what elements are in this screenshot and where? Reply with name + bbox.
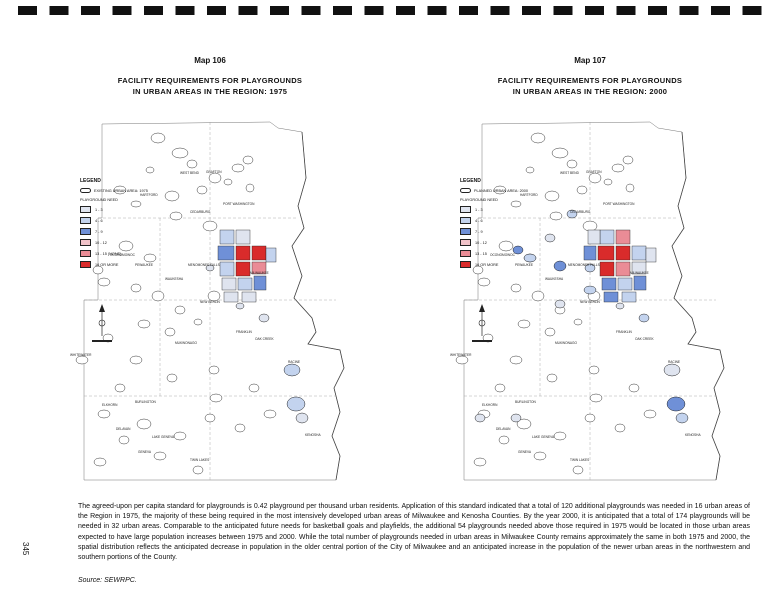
urban-area xyxy=(629,384,639,392)
urban-area-need xyxy=(598,246,614,260)
urban-area xyxy=(545,328,555,336)
urban-area xyxy=(589,173,601,183)
lake-michigan-shoreline xyxy=(292,132,344,480)
urban-area xyxy=(232,164,244,172)
film-perforation xyxy=(239,6,258,15)
urban-area xyxy=(249,384,259,392)
place-label: WAUKESHA xyxy=(165,277,184,281)
place-label: WHITEWATER xyxy=(450,353,472,357)
legend-item xyxy=(460,261,552,268)
urban-area-need xyxy=(475,414,485,422)
film-perforation xyxy=(176,6,195,15)
place-label: BURLINGTON xyxy=(515,400,536,404)
urban-area-need xyxy=(646,248,656,262)
urban-area-need xyxy=(600,230,614,244)
place-label: ELKHORN xyxy=(102,403,118,407)
film-perforation xyxy=(459,6,478,15)
page-number: 345 xyxy=(21,542,30,556)
urban-area xyxy=(130,356,142,364)
urban-area-need xyxy=(284,364,300,376)
legend-item xyxy=(460,206,552,213)
urban-area xyxy=(137,419,151,429)
place-label: HARTFORD xyxy=(140,193,158,197)
urban-area xyxy=(175,306,185,314)
scale-bar xyxy=(92,340,112,342)
urban-area xyxy=(98,278,110,286)
legend-item xyxy=(80,261,172,268)
legend-label: 1 - 3 xyxy=(475,207,483,212)
legend-swatch xyxy=(80,261,91,268)
film-perforation xyxy=(491,6,510,15)
urban-area xyxy=(499,436,509,444)
place-label: GENEVA xyxy=(518,450,532,454)
urban-area-need xyxy=(634,276,646,290)
place-label: PEWAUKEE xyxy=(135,263,153,267)
urban-area xyxy=(94,458,106,466)
urban-area xyxy=(567,160,577,168)
urban-area xyxy=(264,410,276,418)
legend-swatch xyxy=(80,239,91,246)
place-label: LAKE GENEVA xyxy=(152,435,175,439)
urban-area xyxy=(495,384,505,392)
legend-item xyxy=(80,250,172,257)
place-label: GENEVA xyxy=(138,450,152,454)
urban-area xyxy=(172,148,188,158)
urban-area xyxy=(98,410,110,418)
legend-items xyxy=(80,206,172,268)
place-label: WEST BEND xyxy=(180,171,199,175)
urban-area xyxy=(131,284,141,292)
legend-label: 10 - 12 xyxy=(95,240,107,245)
urban-area xyxy=(209,173,221,183)
map-title-line2: IN URBAN AREAS IN THE REGION: 1975 xyxy=(132,87,288,96)
urban-area-need xyxy=(236,230,250,244)
map-legend xyxy=(80,178,172,268)
urban-area-need xyxy=(632,246,646,260)
map-panel-1975 xyxy=(40,50,380,500)
legend-title: LEGEND xyxy=(80,178,101,184)
place-label: BURLINGTON xyxy=(135,400,156,404)
region-map xyxy=(40,118,380,498)
urban-area-need xyxy=(254,276,266,290)
legend-area-row xyxy=(80,188,172,193)
legend-label: 13 - 15 (NONE) xyxy=(95,251,122,256)
place-label: KENOSHA xyxy=(305,433,321,437)
caption-paragraph: The agreed-upon per capita standard for playgrounds is 0.42 playground per thousand urban residents. Application of this standard indicated that a total of 120 additional playgrounds was needed in 16 urban areas of the Region in 1975, the majority of these being required in the most intensively developed urban areas of Milwaukee and Kenosha Counties. By the year 2000, it is anticipated that a total of 174 playgrounds will be needed in 32 urban areas. Comparable to the anticipated future needs for basketball goals and playfields, the additional 54 playgrounds needed above those required in 1975 would be located in those urban areas expected to have large population increases between 1975 and 2000. While the total number of playgrounds needed in urban areas in Milwaukee County remains approximately the same in both 1975 and 2000, the spatial distribution reflects the anticipated decrease in population in the older central portion of the City of Milwaukee and an anticipated increase in the population of the newer urban areas in the northwestern and southern portions of the County. xyxy=(78,503,750,562)
place-label: FRANKLIN xyxy=(236,330,252,334)
urban-area-need xyxy=(511,414,521,422)
urban-area xyxy=(554,432,566,440)
legend-item xyxy=(460,228,552,235)
urban-area-need xyxy=(616,246,630,260)
place-label: KENOSHA xyxy=(685,433,701,437)
place-label: DELAVAN xyxy=(496,427,511,431)
legend-label: 4 - 6 xyxy=(475,218,483,223)
urban-area-need xyxy=(639,314,649,322)
urban-area-need xyxy=(287,397,305,411)
map-title-line1: FACILITY REQUIREMENTS FOR PLAYGROUNDS xyxy=(117,76,303,85)
film-perforation xyxy=(333,6,352,15)
urban-area-need xyxy=(220,262,234,276)
legend-item xyxy=(460,239,552,246)
urban-area xyxy=(167,374,177,382)
film-strip xyxy=(0,0,778,22)
urban-area xyxy=(115,384,125,392)
urban-area xyxy=(154,452,166,460)
urban-area xyxy=(203,221,217,231)
urban-area xyxy=(138,320,150,328)
north-arrow xyxy=(99,304,105,336)
urban-area xyxy=(187,160,197,168)
legend-label: 10 - 12 xyxy=(475,240,487,245)
place-label: NEW BERLIN xyxy=(580,300,600,304)
urban-area xyxy=(205,414,215,422)
urban-area xyxy=(518,320,530,328)
legend-item xyxy=(80,239,172,246)
urban-area-need xyxy=(224,292,238,302)
urban-area-swatch xyxy=(80,188,91,193)
place-label: CEDARBURG xyxy=(570,210,591,214)
urban-area xyxy=(626,184,634,192)
legend-item xyxy=(80,228,172,235)
urban-area-need xyxy=(584,286,596,294)
urban-area xyxy=(209,366,219,374)
place-label: RACINE xyxy=(668,360,681,364)
urban-area xyxy=(585,414,595,422)
urban-area xyxy=(623,156,633,164)
urban-area-need xyxy=(622,292,636,302)
urban-area-need xyxy=(236,262,250,276)
scale-bar xyxy=(472,340,492,342)
map-legend xyxy=(460,178,552,268)
place-label: PORT WASHINGTON xyxy=(223,202,255,206)
urban-area xyxy=(612,164,624,172)
legend-swatch xyxy=(460,217,471,224)
place-label: OAK CREEK xyxy=(635,337,654,341)
place-label: GRAFTON xyxy=(206,170,222,174)
film-perforation xyxy=(113,6,132,15)
urban-area xyxy=(510,356,522,364)
legend-swatch xyxy=(460,250,471,257)
film-perforation xyxy=(270,6,289,15)
film-perforation xyxy=(207,6,226,15)
place-label: CEDARBURG xyxy=(190,210,211,214)
urban-area-need xyxy=(676,413,688,423)
legend-label: 16 OR MORE xyxy=(475,262,499,267)
place-label: TWIN LAKES xyxy=(570,458,590,462)
urban-area-need xyxy=(236,303,244,309)
urban-area xyxy=(644,410,656,418)
urban-area xyxy=(615,424,625,432)
urban-area-need xyxy=(555,300,565,308)
legend-title: LEGEND xyxy=(460,178,481,184)
map-title-line1: FACILITY REQUIREMENTS FOR PLAYGROUNDS xyxy=(497,76,683,85)
legend-area-label: PLANNED URBAN AREA: 2000 xyxy=(474,188,529,193)
urban-area xyxy=(246,184,254,192)
film-perforation xyxy=(585,6,604,15)
urban-area xyxy=(165,328,175,336)
legend-swatch xyxy=(460,206,471,213)
urban-area-need xyxy=(616,262,630,276)
place-label: MENOMONEE FALLS xyxy=(188,263,220,267)
place-label: WHITEWATER xyxy=(70,353,92,357)
map-title-line2: IN URBAN AREAS IN THE REGION: 2000 xyxy=(512,87,668,96)
map-title xyxy=(40,75,380,97)
urban-area xyxy=(534,452,546,460)
urban-area-need xyxy=(616,303,624,309)
legend-label: 13 - 15 xyxy=(475,251,487,256)
legend-item xyxy=(80,217,172,224)
film-perforation xyxy=(428,6,447,15)
urban-area xyxy=(224,179,232,185)
urban-area xyxy=(474,458,486,466)
urban-area-need xyxy=(252,246,266,260)
map-panel-2000 xyxy=(420,50,760,500)
urban-area xyxy=(152,291,164,301)
urban-area xyxy=(574,319,582,325)
place-label: MILWAUKEE xyxy=(630,271,649,275)
place-label: GRAFTON xyxy=(586,170,602,174)
place-label: OCONOMOWOC xyxy=(490,253,515,257)
region-map xyxy=(420,118,760,498)
urban-area xyxy=(193,466,203,474)
urban-area-need xyxy=(218,246,234,260)
urban-area-swatch xyxy=(460,188,471,193)
place-label: RACINE xyxy=(288,360,301,364)
urban-area xyxy=(589,366,599,374)
urban-area xyxy=(532,291,544,301)
urban-area-need xyxy=(554,261,566,271)
legend-area-row xyxy=(460,188,552,193)
lake-michigan-shoreline xyxy=(672,132,724,480)
film-perforation xyxy=(18,6,37,15)
urban-area xyxy=(235,424,245,432)
film-perforation xyxy=(554,6,573,15)
urban-area-need xyxy=(618,278,632,290)
urban-area-need xyxy=(266,248,276,262)
film-perforation xyxy=(648,6,667,15)
urban-area-need xyxy=(296,413,308,423)
film-perforation xyxy=(144,6,163,15)
legend-label: 7 - 9 xyxy=(475,229,483,234)
urban-area xyxy=(210,394,222,402)
urban-area-need xyxy=(236,246,250,260)
urban-area-need xyxy=(602,278,616,290)
map-number: Map 106 xyxy=(194,56,226,65)
urban-area xyxy=(573,466,583,474)
urban-area xyxy=(478,278,490,286)
urban-area-need xyxy=(604,292,618,302)
urban-area-need xyxy=(588,230,600,244)
urban-area xyxy=(146,167,154,173)
urban-area-need xyxy=(584,246,596,260)
place-label: MILWAUKEE xyxy=(250,271,269,275)
urban-area-need xyxy=(222,278,236,290)
legend-swatch xyxy=(80,206,91,213)
place-label: MUKWONAGO xyxy=(555,341,577,345)
film-perforation xyxy=(680,6,699,15)
urban-area xyxy=(511,284,521,292)
urban-area xyxy=(526,167,534,173)
film-perforation xyxy=(50,6,69,15)
urban-area xyxy=(531,133,545,143)
legend-item xyxy=(460,217,552,224)
legend-label: 7 - 9 xyxy=(95,229,103,234)
urban-area-need xyxy=(616,230,630,244)
legend-swatch xyxy=(460,228,471,235)
place-label: NEW BERLIN xyxy=(200,300,220,304)
film-perforation xyxy=(365,6,384,15)
legend-need-label: PLAYGROUND NEED xyxy=(80,198,118,202)
urban-area xyxy=(456,356,468,364)
film-perforation xyxy=(522,6,541,15)
urban-area xyxy=(76,356,88,364)
place-label: PEWAUKEE xyxy=(515,263,533,267)
place-label: HARTFORD xyxy=(520,193,538,197)
urban-area xyxy=(174,432,186,440)
place-label: FRANKLIN xyxy=(616,330,632,334)
source-note: Source: SEWRPC. xyxy=(78,577,137,584)
legend-items xyxy=(460,206,552,268)
legend-item xyxy=(460,250,552,257)
film-perforation xyxy=(396,6,415,15)
place-label: WEST BEND xyxy=(560,171,579,175)
film-perforation xyxy=(743,6,762,15)
legend-swatch xyxy=(80,250,91,257)
place-label: LAKE GENEVA xyxy=(532,435,555,439)
urban-area-need xyxy=(667,397,685,411)
map-title xyxy=(420,75,760,97)
place-label: MENOMONEE FALLS xyxy=(568,263,600,267)
urban-area-need xyxy=(600,262,614,276)
legend-swatch xyxy=(460,261,471,268)
urban-area-need xyxy=(259,314,269,322)
map-number: Map 107 xyxy=(574,56,606,65)
film-perforation xyxy=(617,6,636,15)
film-perforation xyxy=(711,6,730,15)
legend-label: 4 - 6 xyxy=(95,218,103,223)
urban-area xyxy=(583,221,597,231)
urban-area xyxy=(119,436,129,444)
urban-area xyxy=(151,133,165,143)
legend-area-label: EXISTING URBAN AREA: 1975 xyxy=(94,188,148,193)
legend-item xyxy=(80,206,172,213)
north-arrow xyxy=(479,304,485,336)
urban-area xyxy=(604,179,612,185)
legend-label: 16 OR MORE xyxy=(95,262,119,267)
urban-area-need xyxy=(238,278,252,290)
urban-area xyxy=(590,394,602,402)
place-label: WAUKESHA xyxy=(545,277,564,281)
place-label: TWIN LAKES xyxy=(190,458,210,462)
urban-area xyxy=(194,319,202,325)
film-perforation xyxy=(81,6,100,15)
place-label: DELAVAN xyxy=(116,427,131,431)
place-label: PORT WASHINGTON xyxy=(603,202,635,206)
urban-area xyxy=(197,186,207,194)
urban-area xyxy=(577,186,587,194)
urban-area xyxy=(243,156,253,164)
place-label: OCONOMOWOC xyxy=(110,253,135,257)
legend-swatch xyxy=(80,217,91,224)
legend-need-label: PLAYGROUND NEED xyxy=(460,198,498,202)
place-label: ELKHORN xyxy=(482,403,498,407)
urban-area xyxy=(547,374,557,382)
legend-swatch xyxy=(80,228,91,235)
legend-label: 1 - 3 xyxy=(95,207,103,212)
legend-swatch xyxy=(460,239,471,246)
urban-area xyxy=(552,148,568,158)
urban-area-need xyxy=(664,364,680,376)
urban-area-need xyxy=(220,230,234,244)
film-perforation xyxy=(302,6,321,15)
urban-area-need xyxy=(242,292,256,302)
place-label: OAK CREEK xyxy=(255,337,274,341)
place-label: MUKWONAGO xyxy=(175,341,197,345)
